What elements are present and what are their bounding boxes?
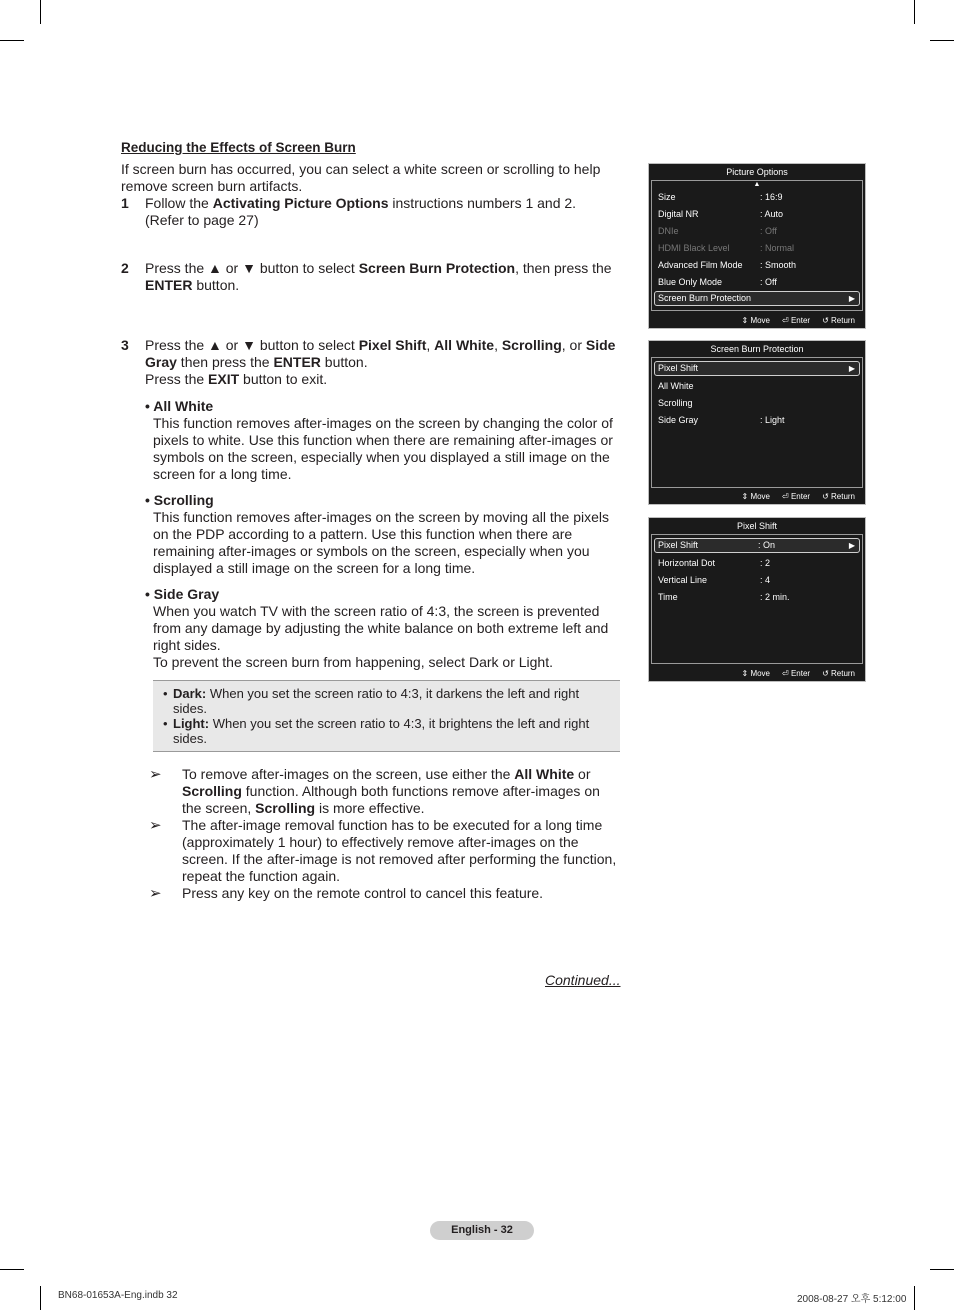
osd-label: Blue Only Mode	[658, 277, 723, 287]
text-run-bold: Activating Picture Options	[212, 195, 389, 211]
osd-value: : Off	[760, 277, 777, 287]
note-dark	[163, 686, 612, 716]
osd-row-horizontal-dot[interactable]	[652, 555, 862, 572]
main-content	[121, 139, 621, 902]
osd-footer	[730, 669, 855, 678]
osd-row-vertical-line[interactable]	[652, 572, 862, 589]
move-hint: ⇕ Move	[741, 316, 771, 325]
text-run: The after-image removal function has to be executed for a long time (approximately 1 hour) to effectively remove after-images on the screen. If the after-image is not removed after performing the function, repeat the function again.	[182, 817, 617, 884]
text-run: button to exit.	[239, 371, 328, 387]
osd-value: : 16:9	[760, 192, 783, 202]
step-1	[121, 195, 621, 229]
return-hint[interactable]: ↺ Return	[822, 492, 855, 501]
text-run: Press the ▲ or ▼ button to select	[145, 260, 359, 276]
osd-value: : On	[758, 540, 776, 550]
text-run-bold: Screen Burn Protection	[358, 260, 516, 276]
intro-paragraph: If screen burn has occurred, you can select a white screen or scrolling to help remove screen burn artifacts.	[121, 161, 601, 194]
return-hint[interactable]: ↺ Return	[822, 669, 855, 678]
note-label: Dark:	[173, 686, 207, 701]
osd-value: : Normal	[760, 243, 795, 253]
step-2	[121, 260, 621, 294]
osd-label: DNIe	[658, 226, 679, 236]
step-text-line2: (Refer to page 27)	[145, 212, 259, 228]
text-run-bold: Scrolling	[501, 337, 562, 353]
subsection-body: This function removes after-images on the screen by moving all the pixels on the PDP according to a pattern. Use this function when there are remaining after-images or symbols on the screen, especially when you displayed a still image on the screen for a long time.	[153, 509, 609, 576]
text-run-bold: Side Gray	[145, 337, 616, 370]
bullet: •	[163, 716, 168, 731]
text-run: function. Although both functions remove after-images on the screen,	[182, 783, 600, 816]
step-number: 3	[121, 337, 129, 353]
osd-row-digital-nr[interactable]	[652, 206, 862, 223]
osd-panel	[651, 534, 863, 664]
text-run: then press the	[176, 354, 274, 370]
osd-value: : Auto	[760, 209, 784, 219]
osd-label: Side Gray	[658, 415, 699, 425]
text-run: , then press the	[515, 260, 612, 276]
osd-picture-options	[648, 163, 866, 329]
text-run-bold: ENTER	[145, 277, 193, 293]
osd-label: Scrolling	[658, 398, 693, 408]
text-run: is more effective.	[315, 800, 425, 816]
osd-panel	[651, 180, 863, 311]
osd-row-pixel-shift[interactable]	[654, 538, 860, 553]
text-run-bold: ENTER	[273, 354, 321, 370]
scroll-up-icon: ▲	[753, 181, 761, 188]
tip-1	[149, 766, 621, 817]
text-run: button.	[320, 354, 368, 370]
osd-row-hdmi-black-level	[652, 240, 862, 257]
text-run: button.	[192, 277, 240, 293]
subsection-body: When you watch TV with the screen ratio of 4:3, the screen is prevented from any damage by adjusting the white balance on both extreme left and right sides.	[153, 603, 609, 653]
osd-value: : Light	[760, 415, 785, 425]
crop-mark	[0, 40, 24, 41]
note-box	[153, 680, 620, 752]
osd-label: Pixel Shift	[658, 540, 699, 550]
osd-value: : 4	[760, 575, 771, 585]
subsection-scrolling	[145, 492, 621, 577]
subsection-heading: • Scrolling	[145, 492, 214, 508]
text-run-bold: Scrolling	[255, 800, 316, 816]
tip-3	[149, 885, 621, 902]
text-run: Follow the	[145, 195, 213, 211]
text-run-bold: All White	[514, 766, 575, 782]
tip-2	[149, 817, 621, 885]
tips-list	[149, 766, 621, 902]
enter-hint: ⏎ Enter	[782, 316, 811, 325]
subsection-body: This function removes after-images on the screen by changing the color of pixels to white. Use this function when there are remaining after-images or symbols on the screen, especially when you displayed a still image on the screen for a long time.	[153, 415, 613, 482]
crop-mark	[0, 1269, 24, 1270]
crop-mark	[40, 0, 41, 24]
step-text-line2	[145, 371, 621, 388]
osd-row-all-white[interactable]	[652, 378, 862, 395]
move-hint: ⇕ Move	[741, 492, 771, 501]
step-text	[145, 195, 621, 212]
arrow-icon: ➢	[149, 766, 162, 783]
crop-mark	[914, 0, 915, 24]
text-run-bold: EXIT	[208, 371, 240, 387]
crop-mark	[930, 1269, 954, 1270]
play-arrow-icon: ▶	[848, 541, 855, 550]
subsection-body-2: To prevent the screen burn from happening, select Dark or Light.	[153, 654, 553, 670]
step-number: 2	[121, 260, 129, 276]
osd-label: HDMI Black Level	[658, 243, 730, 253]
text-run: instructions numbers 1 and 2.	[388, 195, 577, 211]
crop-mark	[930, 40, 954, 41]
enter-hint: ⏎ Enter	[782, 492, 811, 501]
play-arrow-icon: ▶	[848, 364, 855, 373]
enter-hint: ⏎ Enter	[782, 669, 811, 678]
osd-panel	[651, 357, 863, 488]
continued-label: Continued...	[545, 972, 621, 988]
play-arrow-icon: ▶	[848, 294, 855, 303]
osd-row-time[interactable]	[652, 589, 862, 606]
osd-value: : Smooth	[760, 260, 797, 270]
subsection-side-gray	[145, 586, 621, 671]
print-slug-right: 2008-08-27 오후 5:12:00	[797, 1294, 907, 1305]
osd-row-advanced-film-mode[interactable]	[652, 257, 862, 274]
osd-row-side-gray[interactable]	[652, 412, 862, 429]
note-text: When you set the screen ratio to 4:3, it darkens the left and right sides.	[173, 686, 580, 716]
text-run: Press any key on the remote control to cancel this feature.	[182, 885, 544, 901]
text-run-bold: Scrolling	[182, 783, 242, 799]
step-text	[145, 260, 621, 294]
osd-footer	[730, 316, 855, 325]
osd-label: Advanced Film Mode	[658, 260, 743, 270]
osd-label: Horizontal Dot	[658, 558, 716, 568]
osd-title: Pixel Shift	[736, 521, 778, 531]
return-hint[interactable]: ↺ Return	[822, 316, 855, 325]
move-hint: ⇕ Move	[741, 669, 771, 678]
osd-row-screen-burn-protection[interactable]	[654, 291, 860, 306]
crop-mark	[40, 1286, 41, 1310]
bullet: •	[163, 686, 168, 701]
osd-value: : 2	[760, 558, 771, 568]
arrow-icon: ➢	[149, 885, 162, 902]
osd-row-blue-only-mode[interactable]	[652, 274, 862, 291]
text-run: or	[574, 766, 591, 782]
osd-value: : Off	[760, 226, 777, 236]
osd-label: Time	[658, 592, 678, 602]
text-run-bold: Pixel Shift	[358, 337, 427, 353]
subsection-heading: • Side Gray	[145, 586, 220, 602]
osd-label: Digital NR	[658, 209, 699, 219]
osd-label: Pixel Shift	[658, 363, 699, 373]
print-slug-left: BN68-01653A-Eng.indb 32	[58, 1290, 178, 1301]
osd-row-dnie	[652, 223, 862, 240]
crop-mark	[914, 1286, 915, 1310]
subsection-all-white	[145, 398, 621, 483]
note-label: Light:	[173, 716, 210, 731]
text-run: Press the ▲ or ▼ button to select	[145, 337, 359, 353]
osd-screen-burn-protection	[648, 340, 866, 505]
step-3	[121, 337, 621, 388]
step-number: 1	[121, 195, 129, 211]
step-text	[145, 337, 621, 371]
subsection-heading: • All White	[145, 398, 214, 414]
note-text: When you set the screen ratio to 4:3, it brightens the left and right sides.	[173, 716, 590, 746]
note-light	[163, 716, 612, 746]
osd-footer	[730, 492, 855, 501]
osd-label: Size	[658, 192, 676, 202]
osd-title: Screen Burn Protection	[710, 344, 804, 354]
osd-row-size[interactable]	[652, 189, 862, 206]
osd-label: Vertical Line	[658, 575, 708, 585]
osd-label: All White	[658, 381, 694, 391]
osd-title: Picture Options	[726, 167, 788, 177]
arrow-icon: ➢	[149, 817, 162, 834]
osd-pixel-shift	[648, 517, 866, 682]
text-run: Press the	[145, 371, 209, 387]
section-title: Reducing the Effects of Screen Burn	[121, 140, 356, 155]
text-run-bold: All White	[434, 337, 495, 353]
osd-row-scrolling[interactable]	[652, 395, 862, 412]
osd-row-pixel-shift[interactable]	[654, 361, 860, 376]
osd-value: : 2 min.	[760, 592, 790, 602]
text-run: ,	[494, 337, 502, 353]
text-run: To remove after-images on the screen, use either the	[182, 766, 515, 782]
text-run: ,	[426, 337, 435, 353]
osd-label: Screen Burn Protection	[658, 293, 752, 303]
page-number-badge: English - 32	[430, 1221, 534, 1240]
text-run: , or	[561, 337, 586, 353]
